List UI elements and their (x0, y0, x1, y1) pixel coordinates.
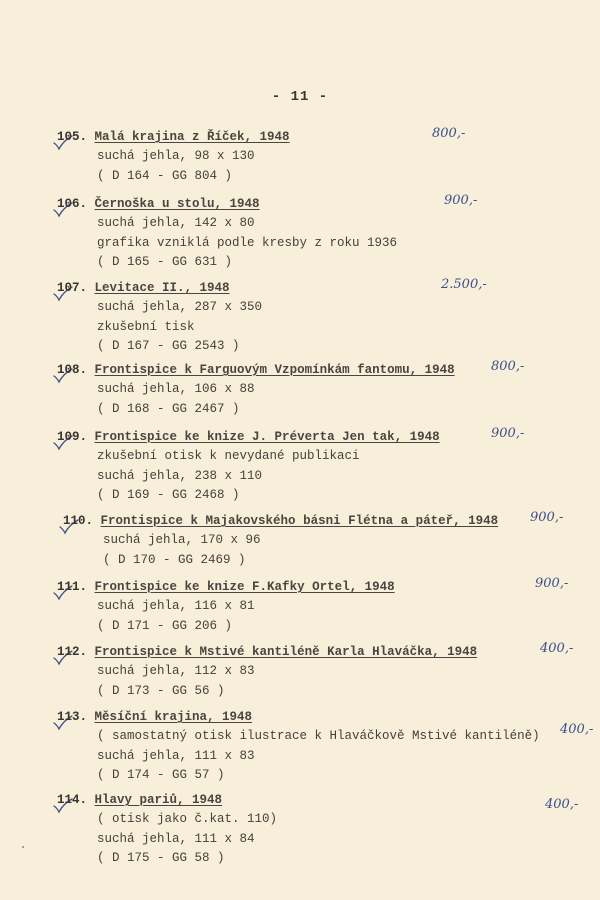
entry-detail-line: suchá jehla, 142 x 80 (97, 216, 255, 230)
entry-detail-line: ( otisk jako č.kat. 110) (97, 812, 278, 826)
handwritten-price: 400,- (560, 722, 594, 737)
entry-number: 108. (57, 363, 88, 377)
handwritten-price: 900,- (535, 576, 569, 591)
paper-speck (22, 846, 24, 848)
handwritten-price: 900,- (491, 426, 525, 441)
entry-title: Frontispice k Farguovým Vzpomínkám fantomu, 1948 (94, 363, 455, 377)
handwritten-price: 2.500,- (441, 277, 487, 292)
entry-number: 107. (57, 281, 88, 295)
entry-number: 110. (63, 514, 94, 528)
entry-detail-line: ( D 167 - GG 2543 ) (97, 339, 240, 353)
entry-number: 106. (57, 197, 88, 211)
entry-detail-line: ( D 173 - GG 56 ) (97, 683, 225, 698)
entry-number: 105. (57, 130, 88, 144)
entry-title: Frontispice k Majakovského básni Flétna a páteř, 1948 (100, 514, 499, 528)
entry-detail-line: suchá jehla, 111 x 83 (97, 748, 255, 763)
handwritten-price: 800,- (432, 126, 466, 141)
handwritten-price: 400,- (540, 641, 574, 656)
entry-detail-line: ( D 168 - GG 2467 ) (97, 401, 240, 416)
entry-number: 113. (57, 710, 88, 724)
entry-detail-line: suchá jehla, 98 x 130 (97, 149, 255, 163)
entry-detail-line: suchá jehla, 238 x 110 (97, 468, 263, 483)
entry-detail-line: ( D 165 - GG 631 ) (97, 255, 233, 269)
entry-number: 112. (57, 645, 88, 659)
entry-detail-line: ( D 170 - GG 2469 ) (103, 552, 246, 567)
entry-detail-line: suchá jehla, 287 x 350 (97, 300, 263, 314)
entry-title: Frontispice ke knize F.Kafky Ortel, 1948 (94, 580, 395, 594)
entry-detail-line: suchá jehla, 111 x 84 (97, 831, 255, 846)
page-number: - 11 - (271, 89, 329, 105)
entry-number: 111. (57, 580, 88, 594)
entry-title: Levitace II., 1948 (94, 281, 230, 295)
entry-title: Černoška u stolu, 1948 (94, 197, 260, 211)
entry-title: Měsíční krajina, 1948 (94, 710, 253, 724)
entry-detail-line: suchá jehla, 170 x 96 (103, 533, 261, 547)
handwritten-price: 900,- (444, 193, 478, 208)
entry-number: 109. (57, 430, 88, 444)
entry-title: Hlavy pariů, 1948 (94, 793, 223, 807)
entry-detail-line: suchá jehla, 112 x 83 (97, 664, 255, 678)
entry-detail-line: zkušební tisk (97, 319, 195, 334)
entry-title: Frontispice k Mstivé kantiléně Karla Hlaváčka, 1948 (94, 645, 478, 659)
entry-detail-line: ( D 164 - GG 804 ) (97, 168, 233, 183)
handwritten-price: 800,- (491, 359, 525, 374)
entry-detail-line: suchá jehla, 106 x 88 (97, 382, 255, 396)
entry-detail-line: grafika vzniklá podle kresby z roku 1936 (97, 235, 398, 250)
entry-detail-line: suchá jehla, 116 x 81 (97, 599, 255, 613)
handwritten-price: 400,- (545, 797, 579, 812)
entry-detail-line: zkušební otisk k nevydané publikaci (97, 449, 360, 463)
entry-title: Malá krajina z Říček, 1948 (94, 130, 290, 144)
entry-detail-line: ( D 169 - GG 2468 ) (97, 488, 240, 502)
handwritten-price: 900,- (530, 510, 564, 525)
entry-detail-line: ( samostatný otisk ilustrace k Hlaváčkově Mstivé kantiléně) (97, 729, 540, 743)
entry-detail-line: ( D 175 - GG 58 ) (97, 851, 225, 865)
entry-detail-line: ( D 174 - GG 57 ) (97, 768, 225, 782)
entry-title: Frontispice ke knize J. Préverta Jen tak, 1948 (94, 430, 440, 444)
entry-detail-line: ( D 171 - GG 206 ) (97, 618, 233, 633)
entry-number: 114. (57, 793, 88, 807)
